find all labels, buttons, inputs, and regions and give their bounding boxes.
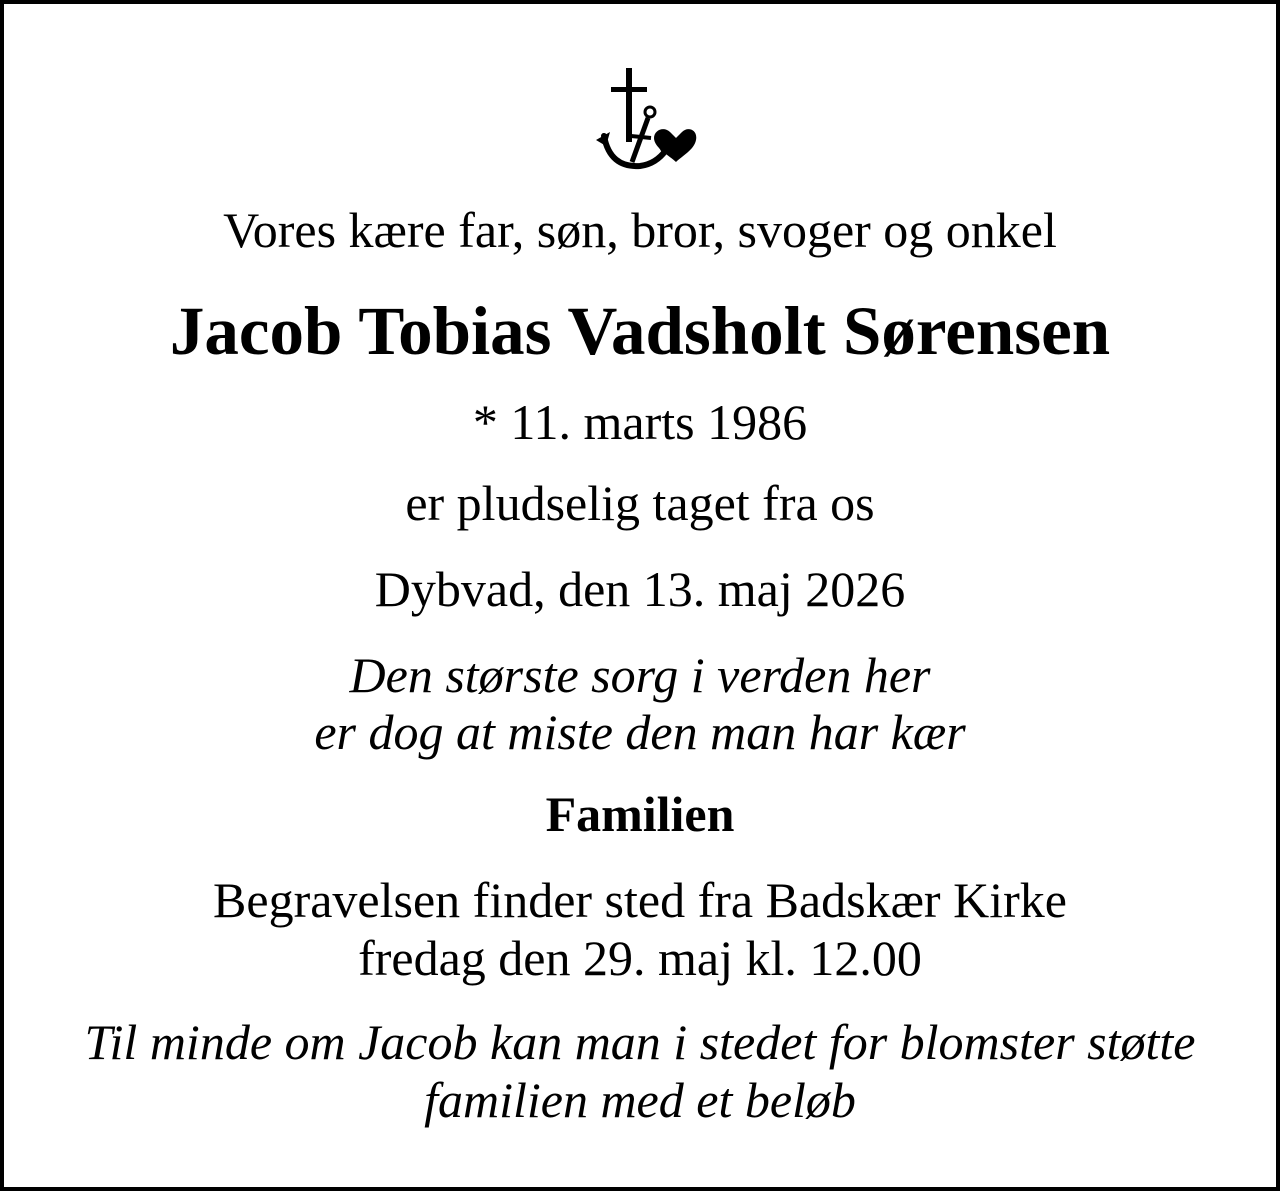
deceased-name: Jacob Tobias Vadsholt Sørensen (169, 293, 1111, 369)
funeral-line-1: Begravelsen finder sted fra Badskær Kirke (213, 872, 1067, 928)
memorial-line-1: Til minde om Jacob kan man i stedet for blomster støtte (84, 1014, 1196, 1070)
cross-anchor-heart-icon (594, 66, 698, 174)
birth-date: * 11. marts 1986 (472, 394, 808, 450)
place-and-date: Dybvad, den 13. maj 2026 (374, 561, 906, 617)
passing-line: er pludselig taget fra os (405, 475, 875, 531)
signature: Familien (545, 786, 735, 842)
memorial-line-2: familien med et beløb (424, 1072, 856, 1128)
verse-line-1: Den største sorg i verden her (349, 647, 931, 703)
verse-line-2: er dog at miste den man har kær (314, 704, 966, 760)
funeral-line-2: fredag den 29. maj kl. 12.00 (358, 930, 922, 986)
intro-line: Vores kære far, søn, bror, svoger og onkel (223, 202, 1057, 258)
